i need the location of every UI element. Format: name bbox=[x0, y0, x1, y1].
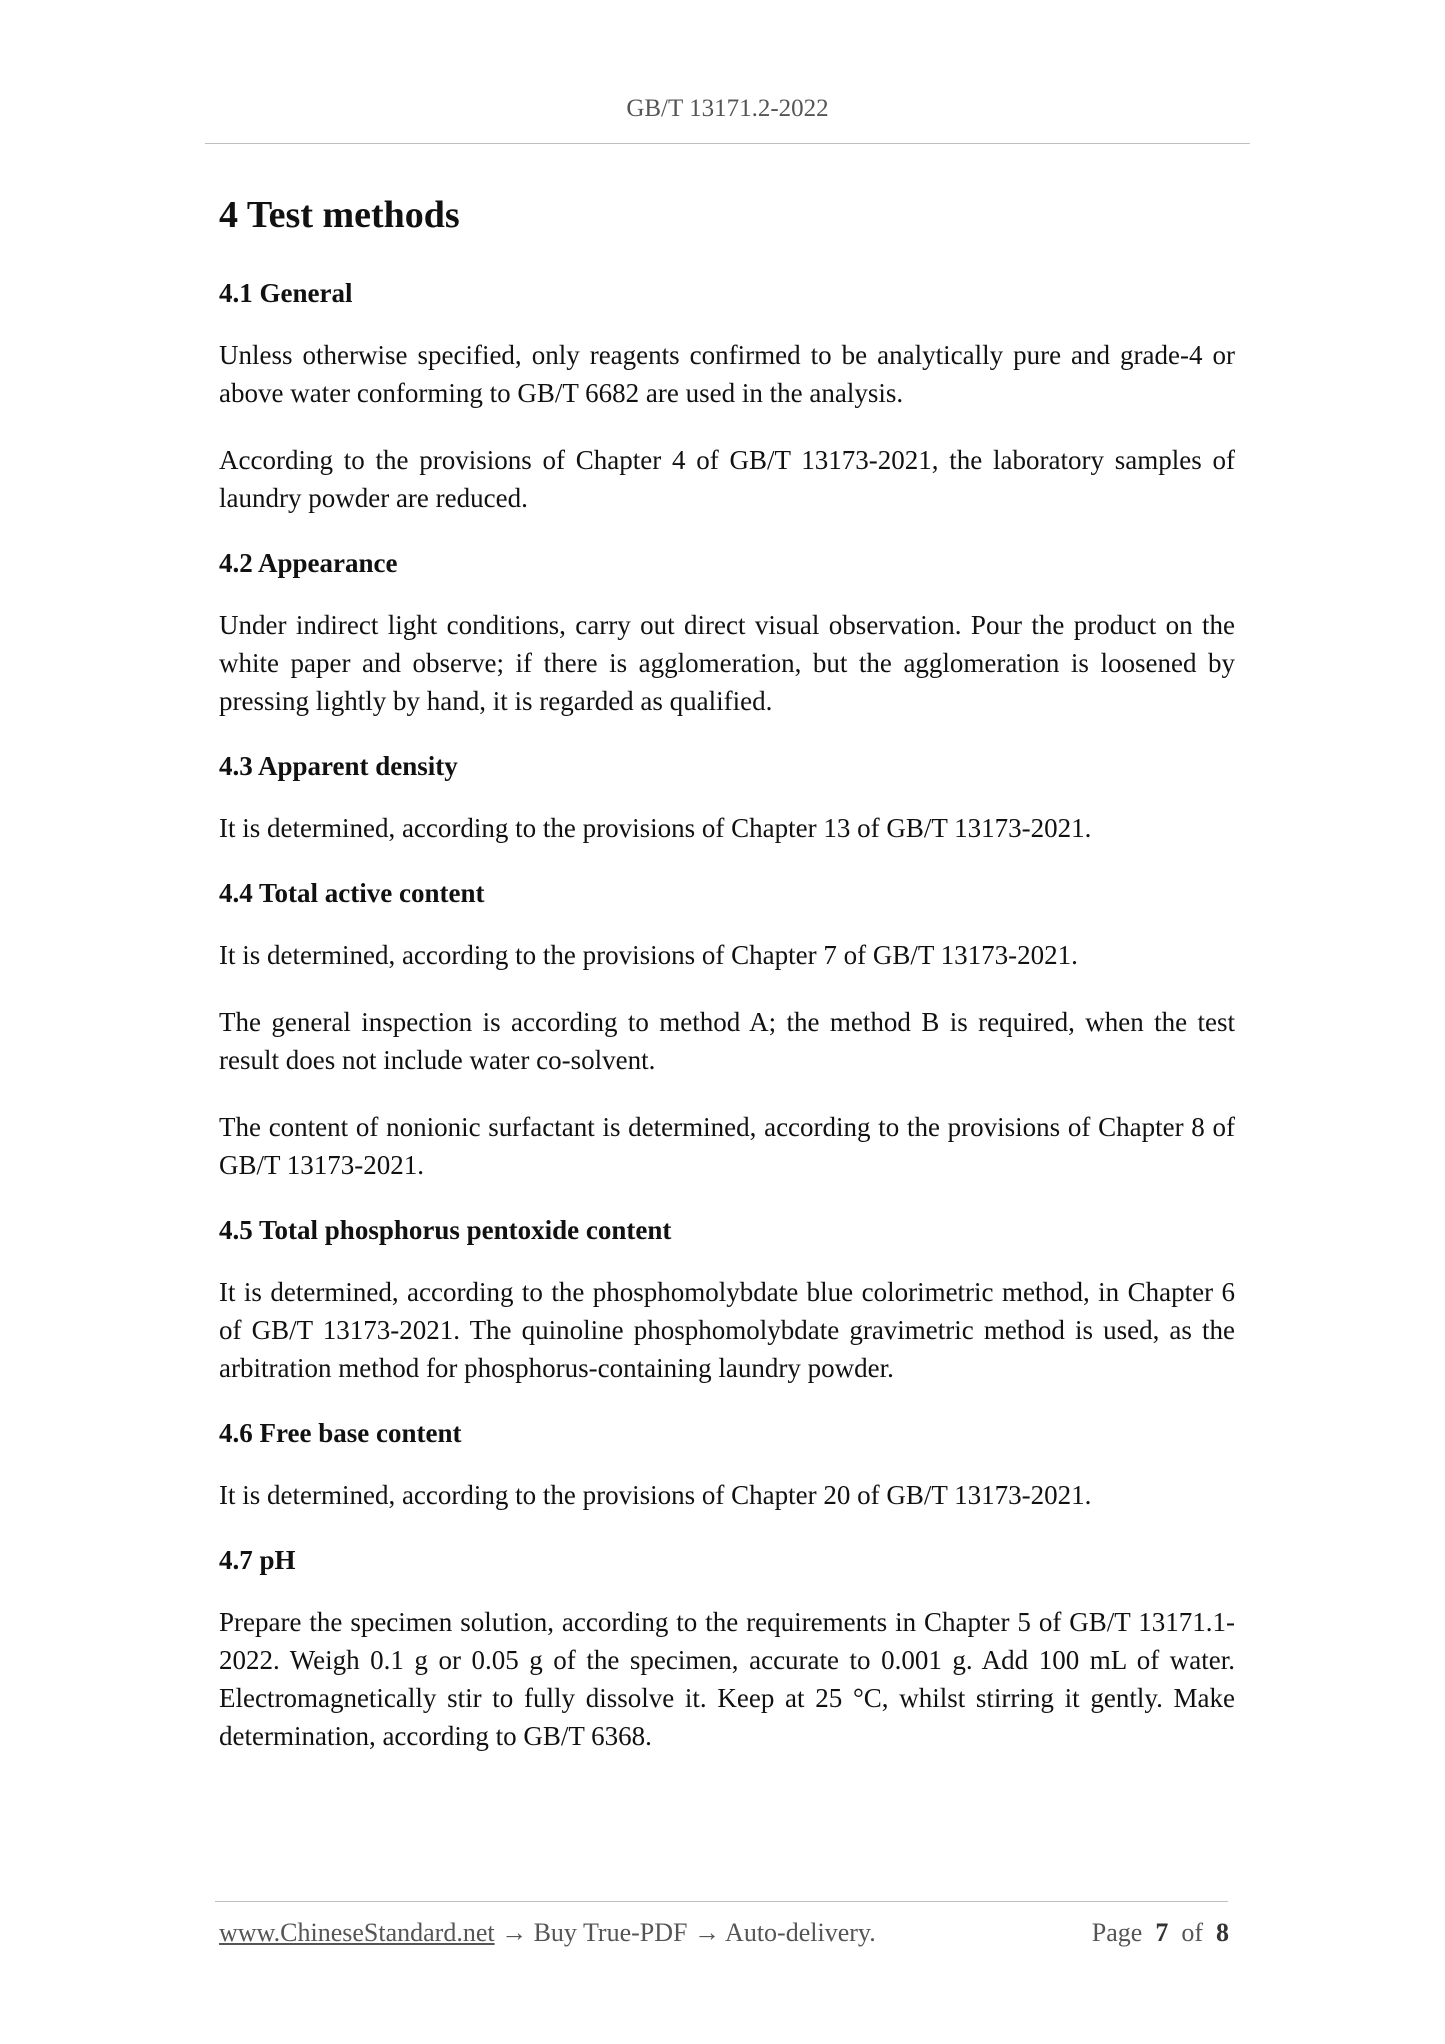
section-title: 4 Test methods bbox=[219, 194, 460, 236]
page-of-label: of bbox=[1181, 1918, 1203, 1947]
subsection-heading: 4.4 Total active content bbox=[219, 878, 485, 908]
paragraph: It is determined, according to the phosphomolybdate blue colorimetric method, in Chapter 6 of GB/T 13173-2021. The quinoline phosphomolybdate gravimetric method is used, as the arbitration method for phosphorus-containing laundry powder. bbox=[219, 1277, 1235, 1383]
page-current: 7 bbox=[1155, 1918, 1169, 1947]
paragraph: Under indirect light conditions, carry out direct visual observation. Pour the product on the white paper and observe; if there is agglomeration, but the agglomeration is loosened by pressing lightly by hand, it is regarded as qualified. bbox=[219, 610, 1235, 716]
page-footer bbox=[219, 1918, 1229, 1958]
website-link[interactable]: www.ChineseStandard.net bbox=[219, 1918, 495, 1947]
paragraph: Unless otherwise specified, only reagents confirmed to be analytically pure and grade-4 or above water conforming to GB/T 6682 are used in the analysis. bbox=[219, 340, 1235, 408]
subsection-heading: 4.7 pH bbox=[219, 1545, 296, 1575]
subsection-heading: 4.3 Apparent density bbox=[219, 751, 458, 781]
paragraph: It is determined, according to the provisions of Chapter 7 of GB/T 13173-2021. bbox=[219, 940, 1078, 970]
footer-divider bbox=[215, 1901, 1228, 1902]
page-label: Page bbox=[1091, 1918, 1143, 1947]
page-total: 8 bbox=[1216, 1918, 1229, 1947]
subsection-heading: 4.1 General bbox=[219, 278, 353, 308]
paragraph: The content of nonionic surfactant is determined, according to the provisions of Chapter 8 of GB/T 13173-2021. bbox=[219, 1112, 1235, 1180]
footer-promo bbox=[219, 1918, 876, 1948]
paragraph: The general inspection is according to method A; the method B is required, when the test result does not include water co-solvent. bbox=[219, 1007, 1235, 1075]
paragraph: According to the provisions of Chapter 4 of GB/T 13173-2021, the laboratory samples of laundry powder are reduced. bbox=[219, 445, 1235, 513]
paragraph: It is determined, according to the provisions of Chapter 13 of GB/T 13173-2021. bbox=[219, 813, 1092, 843]
subsection-heading: 4.5 Total phosphorus pentoxide content bbox=[219, 1215, 672, 1245]
paragraph: Prepare the specimen solution, according to the requirements in Chapter 5 of GB/T 13171.1-2022. Weigh 0.1 g or 0.05 g of the specimen, accurate to 0.001 g. Add 100 mL of water. Electromagnetically stir to fully dissolve it. Keep at 25 °C, whilst stirring it gently. Make determination, according to GB/T 6368. bbox=[219, 1607, 1235, 1751]
document-body bbox=[219, 190, 1235, 1784]
running-header: GB/T 13171.2-2022 bbox=[626, 95, 829, 122]
header-divider bbox=[205, 143, 1250, 144]
footer-tagline: → Buy True-PDF → Auto-delivery. bbox=[494, 1918, 876, 1947]
subsection-heading: 4.2 Appearance bbox=[219, 548, 398, 578]
subsection-heading: 4.6 Free base content bbox=[219, 1418, 462, 1448]
paragraph: It is determined, according to the provisions of Chapter 20 of GB/T 13173-2021. bbox=[219, 1480, 1092, 1510]
page-number bbox=[1092, 1918, 1229, 1948]
